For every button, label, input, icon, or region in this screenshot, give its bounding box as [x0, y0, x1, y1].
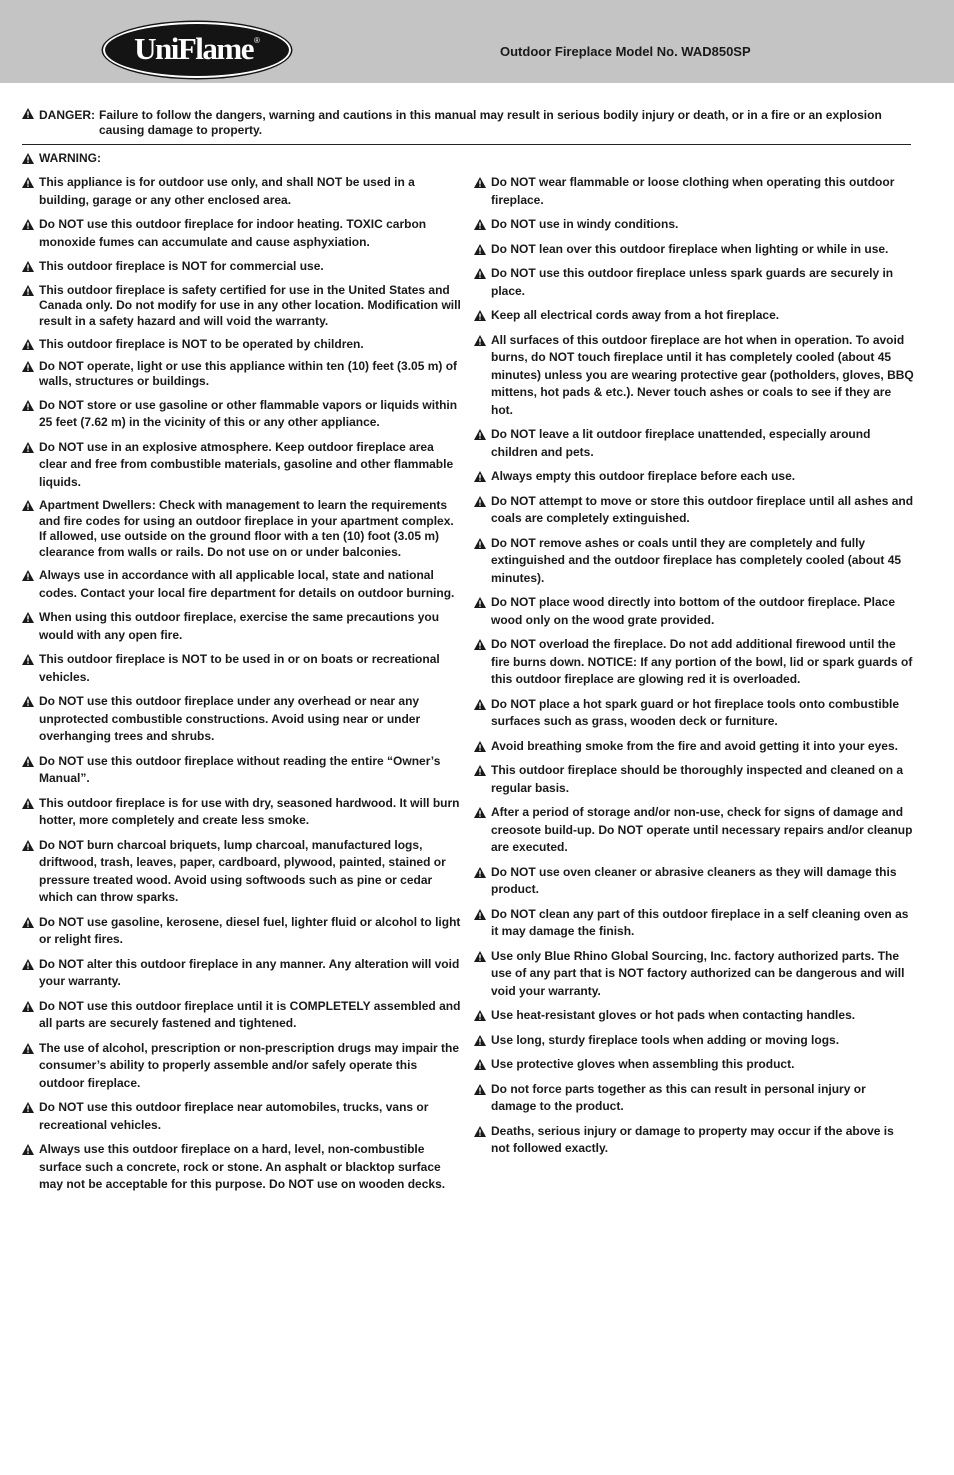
warning-item: [474, 738, 914, 756]
warning-triangle-icon: [474, 951, 486, 962]
warning-item: [22, 956, 462, 991]
warning-item: [474, 468, 914, 486]
warning-triangle-icon: [22, 840, 34, 851]
warning-triangle-icon: [22, 696, 34, 707]
section-divider: [22, 144, 911, 145]
warning-triangle-icon: [474, 310, 486, 321]
warning-item: [474, 332, 914, 420]
warning-triangle-icon: [22, 361, 34, 372]
warning-item-text: Do NOT place wood directly into bottom of the outdoor fireplace. Place wood only on the wood grate provided.: [491, 595, 896, 627]
warning-item-text: Do NOT place a hot spark guard or hot fireplace tools onto combustible surfaces such as grass, wooden deck or furniture.: [491, 696, 900, 728]
warning-item-text: Do NOT lean over this outdoor fireplace when lighting or while in use.: [491, 241, 889, 256]
warning-item: [474, 804, 914, 857]
warning-item-text: After a period of storage and/or non-use, check for signs of damage and creosote build-up. Do NOT operate until necessary repairs and/or cleanup are executed.: [491, 805, 913, 854]
warning-item-text: Do NOT wear flammable or loose clothing when operating this outdoor fireplace.: [491, 175, 895, 207]
warning-triangle-icon: [22, 756, 34, 767]
warning-item-text: Do NOT use gasoline, kerosene, diesel fuel, lighter fluid or alcohol to light or relight fires.: [39, 914, 461, 946]
warning-triangle-icon: [474, 765, 486, 776]
warning-triangle-icon: [22, 108, 34, 119]
warning-item: [22, 998, 462, 1033]
warning-item-text: Do NOT remove ashes or coals until they are completely and fully extinguished and the outdoor fireplace has completely cooled (about 45 minutes).: [491, 535, 902, 585]
warning-triangle-icon: [474, 1035, 486, 1046]
warning-item-text: Do NOT use this outdoor fireplace near automobiles, trucks, vans or recreational vehicles.: [39, 1100, 429, 1132]
warning-triangle-icon: [22, 400, 34, 411]
warning-item: [22, 1099, 462, 1134]
warning-item: [474, 594, 914, 629]
warning-item-text: This outdoor fireplace is NOT to be used in or on boats or recreational vehicles.: [39, 652, 440, 684]
warning-triangle-icon: [474, 429, 486, 440]
warning-triangle-icon: [474, 1010, 486, 1021]
warning-item-text: Do NOT use oven cleaner or abrasive cleaners as they will damage this product.: [491, 864, 897, 896]
model-number-title: Outdoor Fireplace Model No. WAD850SP: [500, 44, 751, 59]
danger-statement: [22, 108, 902, 138]
warning-item: [22, 397, 462, 432]
logo-wordmark: UniFlame: [134, 31, 253, 66]
warning-item-text: This outdoor fireplace is safety certified for use in the United States and Canada only. Do not modify for use in any other location. Modification will result in a safety hazard and will void the warranty.: [39, 282, 461, 328]
warning-triangle-icon: [474, 1059, 486, 1070]
warning-triangle-icon: [22, 153, 34, 164]
warning-item-text: This appliance is for outdoor use only, and shall NOT be used in a building, garage or any other enclosed area.: [39, 175, 415, 207]
warning-item-text: Do NOT use in an explosive atmosphere. Keep outdoor fireplace area clear and free from combustible materials, gasoline and other flammable liquids.: [39, 439, 454, 489]
warning-item-text: Do NOT use this outdoor fireplace without reading the entire “Owner’s Manual”.: [39, 753, 441, 785]
warning-item: [474, 426, 914, 461]
warning-item: [474, 307, 914, 325]
warning-item-text: Do NOT use this outdoor fireplace under any overhead or near any unprotected combustible constructions. Avoid using near or under overhanging trees and shrubs.: [39, 694, 421, 743]
warning-triangle-icon: [474, 244, 486, 255]
warning-item-text: Use protective gloves when assembling this product.: [491, 1057, 795, 1071]
warning-item-text: Always empty this outdoor fireplace before each use.: [491, 469, 796, 483]
warning-triangle-icon: [22, 500, 34, 511]
warning-triangle-icon: [22, 959, 34, 970]
warning-triangle-icon: [474, 268, 486, 279]
warning-item-text: Do NOT overload the fireplace. Do not add additional firewood until the fire burns down. NOTICE: If any portion of the bowl, lid or spark guards of this outdoor fireplace are glowing red it is overloaded.: [491, 637, 913, 686]
warning-item: [22, 336, 462, 354]
warning-item: [474, 636, 914, 689]
page-header: [0, 0, 954, 83]
warning-triangle-icon: [474, 741, 486, 752]
warning-item-text: Do NOT use this outdoor fireplace until it is COMPLETELY assembled and all parts are securely fastened and tightened.: [39, 998, 461, 1030]
warning-item-text: Always use this outdoor fireplace on a hard, level, non-combustible surface such a concrete, rock or stone. An asphalt or blacktop surface may not be acceptable for this purpose. Do NOT use on wooden decks.: [39, 1142, 446, 1191]
warning-heading: [22, 151, 101, 166]
warning-item: [474, 241, 914, 259]
warning-item: [474, 265, 914, 300]
warning-item: [474, 762, 914, 797]
warning-item: [474, 1056, 914, 1074]
warning-item-text: This outdoor fireplace is NOT for commercial use.: [39, 259, 324, 273]
warning-item: [22, 609, 462, 644]
warning-triangle-icon: [22, 654, 34, 665]
warning-item: [22, 1040, 462, 1093]
warning-triangle-icon: [22, 612, 34, 623]
warning-item-text: Use long, sturdy fireplace tools when adding or moving logs.: [491, 1032, 840, 1047]
warning-triangle-icon: [22, 285, 34, 296]
warning-item-text: Do NOT burn charcoal briquets, lump charcoal, manufactured logs, driftwood, trash, leaves, paper, cardboard, plywood, painted, stained or pressure treated wood. Avoid using softwoods such as pine or cedar which can throw sparks.: [39, 837, 446, 904]
danger-text: Failure to follow the dangers, warning and cautions in this manual may result in serious bodily injury or death, or in a fire or an explosion causing damage to property.: [99, 108, 882, 137]
warning-item: [474, 948, 914, 1001]
warning-item: [22, 216, 462, 251]
warning-item: [474, 216, 914, 234]
warning-item: [474, 906, 914, 941]
warning-label: WARNING:: [39, 151, 101, 165]
warning-item-text: Always use in accordance with all applicable local, state and national codes. Contact your local fire department for details on outdoor burning.: [39, 568, 455, 600]
warning-triangle-icon: [22, 1043, 34, 1054]
warning-item: [22, 693, 462, 746]
warning-triangle-icon: [22, 177, 34, 188]
warning-item: [22, 439, 462, 492]
warning-triangle-icon: [474, 597, 486, 608]
warning-triangle-icon: [22, 1102, 34, 1113]
warning-item: [474, 174, 914, 209]
warning-item-text: This outdoor fireplace is for use with dry, seasoned hardwood. It will burn hotter, more completely and create less smoke.: [39, 795, 460, 827]
warning-triangle-icon: [22, 798, 34, 809]
warning-triangle-icon: [474, 219, 486, 230]
warning-triangle-icon: [22, 442, 34, 453]
warning-item: [22, 837, 462, 907]
warning-item-text: Do not force parts together as this can result in personal injury or damage to the product.: [491, 1081, 866, 1113]
warning-item-text: Do NOT use this outdoor fireplace unless spark guards are securely in place.: [491, 266, 894, 298]
warning-item: [22, 258, 462, 276]
warning-item-text: Do NOT use in windy conditions.: [491, 217, 679, 231]
warning-triangle-icon: [22, 917, 34, 928]
warning-triangle-icon: [474, 1126, 486, 1137]
uniflame-logo: [103, 22, 291, 78]
warning-item-text: Apartment Dwellers: Check with management to learn the requirements and fire codes for using an outdoor fireplace in your apartment complex. If allowed, use outside on the ground floor with a ten (10) foot (3.05 m) clearance from walls or rails. Do not use on or under balconies.: [39, 498, 454, 559]
warning-triangle-icon: [474, 177, 486, 188]
warning-item: [22, 567, 462, 602]
warning-triangle-icon: [474, 1084, 486, 1095]
warning-triangle-icon: [474, 807, 486, 818]
warning-item: [22, 498, 462, 560]
warning-item: [474, 864, 914, 899]
warnings-left-column: [22, 174, 462, 1194]
warning-item: [474, 1123, 914, 1158]
warning-triangle-icon: [22, 339, 34, 350]
warning-item-text: Do NOT store or use gasoline or other flammable vapors or liquids within 25 feet (7.62 m) in the vicinity of this or any other appliance.: [39, 397, 458, 429]
warning-item: [22, 753, 462, 788]
warning-item-text: Use heat-resistant gloves or hot pads when contacting handles.: [491, 1008, 856, 1022]
warning-triangle-icon: [474, 909, 486, 920]
warning-item: [474, 1081, 914, 1116]
warning-item-text: Do NOT clean any part of this outdoor fireplace in a self cleaning oven as it may damage the finish.: [491, 906, 909, 938]
warning-triangle-icon: [474, 335, 486, 346]
warning-item: [22, 651, 462, 686]
warning-triangle-icon: [474, 496, 486, 507]
warning-item: [474, 696, 914, 731]
warning-item-text: All surfaces of this outdoor fireplace are hot when in operation. To avoid burns, do NOT touch fireplace until it has completely cooled (about 45 minutes) unless you are wearing protective gear (potholders, gloves, BBQ mittens, hot pads & etc.). Never touch ashes or coals to see if they are hot.: [491, 332, 914, 417]
warning-item-text: Do NOT use this outdoor fireplace for indoor heating. TOXIC carbon monoxide fumes can accumulate and cause asphyxiation.: [39, 217, 427, 249]
warning-triangle-icon: [22, 261, 34, 272]
warning-item: [22, 174, 462, 209]
warning-item-text: Use only Blue Rhino Global Sourcing, Inc. factory authorized parts. The use of any part that is NOT factory authorized can be dangerous and will void your warranty.: [491, 948, 905, 998]
warning-triangle-icon: [474, 471, 486, 482]
warning-item: [22, 1141, 462, 1194]
warning-triangle-icon: [474, 699, 486, 710]
warning-item-text: The use of alcohol, prescription or non-prescription drugs may impair the consumer’s ability to properly assemble and/or safely operate this outdoor fireplace.: [39, 1040, 460, 1090]
warning-item-text: Do NOT operate, light or use this appliance within ten (10) feet (3.05 m) of walls, structures or buildings.: [39, 358, 458, 388]
warning-item: [22, 283, 462, 330]
warning-item: [22, 795, 462, 830]
warning-item-text: Avoid breathing smoke from the fire and avoid getting it into your eyes.: [491, 738, 898, 753]
warning-item-text: This outdoor fireplace is NOT to be operated by children.: [39, 337, 364, 351]
warning-item: [474, 1032, 914, 1050]
warning-item-text: When using this outdoor fireplace, exercise the same precautions you would with any open fire.: [39, 610, 440, 642]
warning-triangle-icon: [474, 867, 486, 878]
warning-item-text: Do NOT leave a lit outdoor fireplace unattended, especially around children and pets.: [491, 427, 871, 459]
danger-label: DANGER:: [39, 108, 95, 122]
warning-item: [22, 359, 462, 390]
warning-item: [474, 535, 914, 588]
warning-triangle-icon: [22, 219, 34, 230]
warning-item-text: Do NOT attempt to move or store this outdoor fireplace until all ashes and coals are completely extinguished.: [491, 493, 914, 525]
warning-triangle-icon: [22, 1144, 34, 1155]
warning-triangle-icon: [22, 570, 34, 581]
warning-item-text: Do NOT alter this outdoor fireplace in any manner. Any alteration will void your warranty.: [39, 956, 460, 988]
warning-triangle-icon: [474, 538, 486, 549]
warning-item-text: This outdoor fireplace should be thoroughly inspected and cleaned on a regular basis.: [491, 763, 904, 795]
warning-item: [474, 1007, 914, 1025]
warning-item: [22, 914, 462, 949]
warnings-right-column: [474, 174, 914, 1158]
warning-triangle-icon: [22, 1001, 34, 1012]
warning-item: [474, 493, 914, 528]
warning-item-text: Deaths, serious injury or damage to property may occur if the above is not followed exactly.: [491, 1123, 894, 1155]
warning-triangle-icon: [474, 639, 486, 650]
warning-item-text: Keep all electrical cords away from a hot fireplace.: [491, 308, 780, 322]
logo-registered-mark: ®: [253, 35, 260, 45]
